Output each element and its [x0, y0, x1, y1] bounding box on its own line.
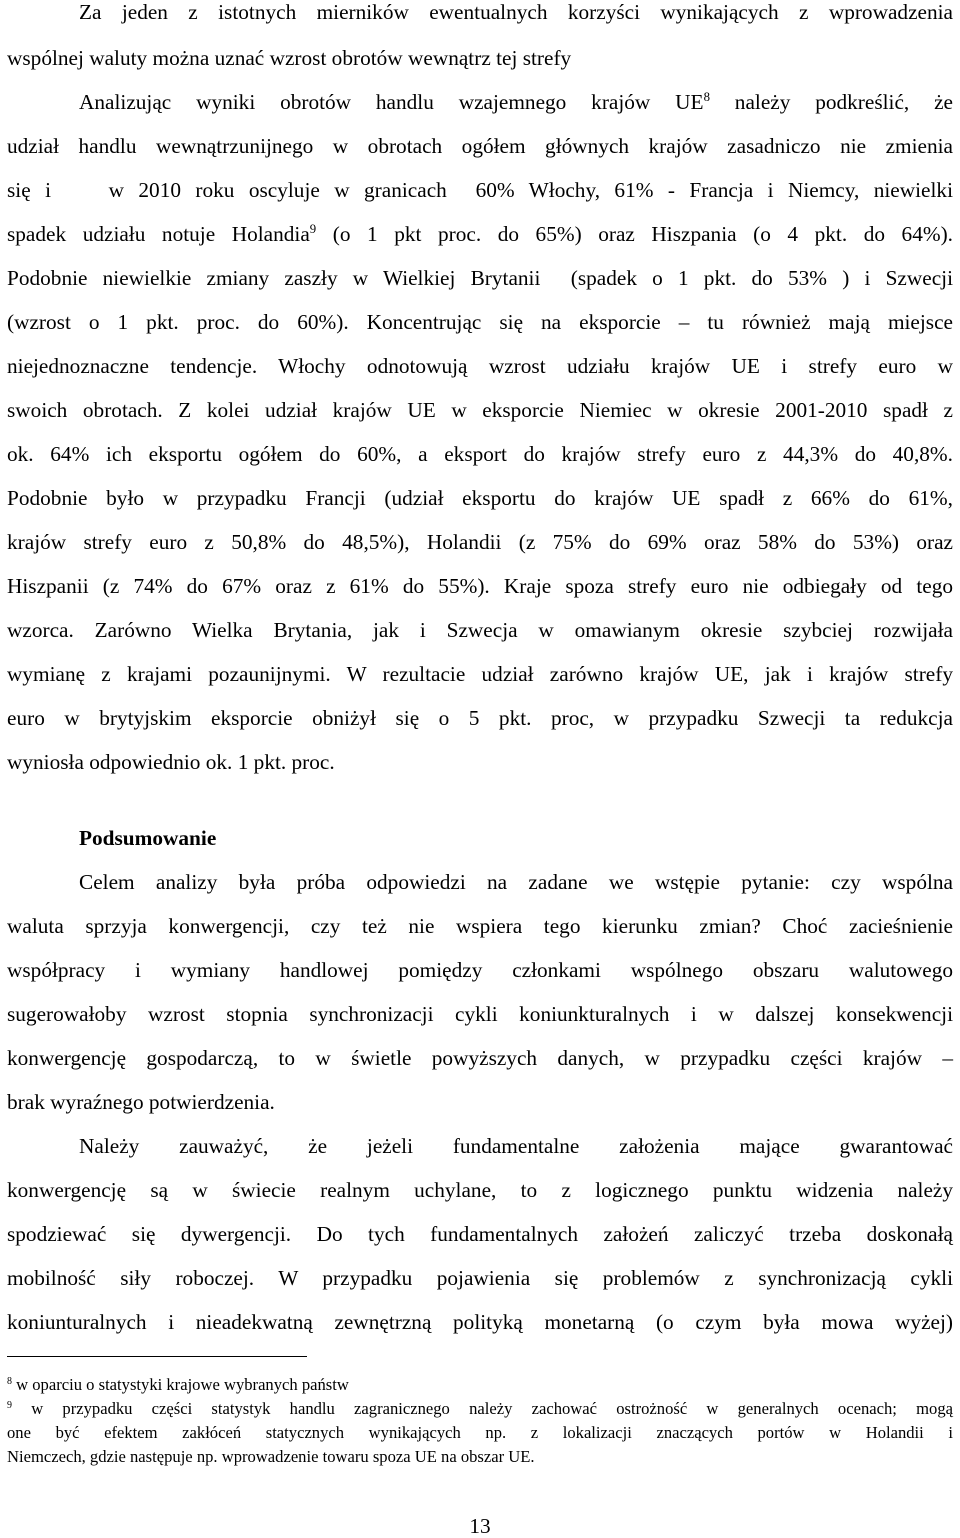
- text-segment: (o 1 pkt proc. do 65%) oraz Hiszpania (o 4 pkt. do 64%).: [316, 222, 954, 246]
- text-line: spodziewać się dywergencji. Do tych fundamentalnych założeń zaliczyć trzeba doskonałą: [7, 1222, 953, 1246]
- text-line: Hiszpanii (z 74% do 67% oraz z 61% do 55%). Kraje spoza strefy euro nie odbiegały od tego: [7, 574, 953, 598]
- footnote-text: one być efektem zakłóceń statycznych wynikających np. z lokalizacji znaczących portów w Holandii i: [7, 1423, 953, 1442]
- text-line: sugerowałoby wzrost stopnia synchronizacji cykli koniunkturalnych i w dalszej konsekwencji: [7, 1002, 953, 1026]
- text-line: udział handlu wewnątrzunijnego w obrotach ogółem głównych krajów zasadniczo nie zmienia: [7, 134, 953, 158]
- section-heading: Podsumowanie: [79, 826, 217, 850]
- text-line: konwergencję są w świecie realnym uchylane, to z logicznego punktu widzenia należy: [7, 1178, 953, 1202]
- text-line: wspólnej waluty można uznać wzrost obrotów wewnątrz tej strefy: [7, 46, 572, 70]
- text-line: współpracy i wymiany handlowej pomiędzy członkami wspólnego obszaru walutowego: [7, 958, 953, 982]
- text-line: ok. 64% ich eksportu ogółem do 60%, a eksport do krajów strefy euro z 44,3% do 40,8%.: [7, 442, 953, 466]
- text-line: wzorca. Zarówno Wielka Brytania, jak i Szwecja w omawianym okresie szybciej rozwijała: [7, 618, 953, 642]
- text-line: euro w brytyjskim eksporcie obniżył się o 5 pkt. proc, w przypadku Szwecji ta redukcja: [7, 706, 953, 730]
- text-line: wyniosła odpowiednio ok. 1 pkt. proc.: [7, 750, 335, 774]
- text-line: krajów strefy euro z 50,8% do 48,5%), Holandii (z 75% do 69% oraz 58% do 53%) oraz: [7, 530, 953, 554]
- text-line: Należy zauważyć, że jeżeli fundamentalne założenia mające gwarantować: [79, 1134, 953, 1158]
- footnote-line: [7, 1425, 953, 1442]
- text-segment: spadek udziału notuje Holandia: [7, 222, 310, 246]
- footnote-marker: 9: [7, 1399, 12, 1411]
- text-line: Za jeden z istotnych mierników ewentualnych korzyści wynikających z wprowadzenia: [79, 0, 953, 24]
- text-line: się i w 2010 roku oscyluje w granicach 60% Włochy, 61% - Francja i Niemcy, niewielki: [7, 178, 953, 202]
- footnote-text: Niemczech, gdzie następuje np. wprowadzenie towaru spoza UE na obszar UE.: [7, 1447, 535, 1466]
- text-segment: Analizując wyniki obrotów handlu wzajemnego krajów UE: [79, 90, 704, 114]
- text-line: (wzrost o 1 pkt. proc. do 60%). Koncentrując się na eksporcie – tu również mają miejsce: [7, 310, 953, 334]
- footnote-line: [7, 1401, 953, 1418]
- page-number: 13: [469, 1514, 491, 1538]
- text-line: koniunturalnych i nieadekwatną zewnętrzną polityką monetarną (o czym była mowa wyżej): [7, 1310, 953, 1334]
- text-line: mobilność siły roboczej. W przypadku pojawienia się problemów z synchronizacją cykli: [7, 1266, 953, 1290]
- text-line: brak wyraźnego potwierdzenia.: [7, 1090, 275, 1114]
- text-line: [79, 89, 953, 114]
- footnote-ref[interactable]: 8: [703, 89, 710, 104]
- text-line: Podobnie niewielkie zmiany zaszły w Wielkiej Brytanii (spadek o 1 pkt. do 53% ) i Szwecji: [7, 266, 953, 290]
- text-segment: należy podkreślić, że: [709, 90, 953, 114]
- footnote-text: w przypadku części statystyk handlu zagranicznego należy zachować ostrożność w generalnych ocenach; mogą: [11, 1399, 953, 1418]
- text-line: konwergencję gospodarczą, to w świetle powyższych danych, w przypadku części krajów –: [7, 1046, 953, 1070]
- text-line: waluta sprzyja konwergencji, czy też nie wspiera tego kierunku zmian? Choć zacieśnienie: [7, 914, 953, 938]
- text-line: Celem analizy była próba odpowiedzi na zadane we wstępie pytanie: czy wspólna: [79, 870, 953, 894]
- text-line: [7, 221, 954, 246]
- footnote-separator: [7, 1356, 307, 1357]
- footnote-line: [7, 1377, 953, 1394]
- text-line: Podobnie było w przypadku Francji (udział eksportu do krajów UE spadł z 66% do 61%,: [7, 486, 953, 510]
- footnote-ref[interactable]: 9: [309, 221, 317, 236]
- text-line: niejednoznaczne tendencje. Włochy odnotowują wzrost udziału krajów UE i strefy euro w: [7, 354, 953, 378]
- footnote-text: w oparciu o statystyki krajowe wybranych państw: [11, 1375, 349, 1394]
- footnote-line: [7, 1449, 953, 1466]
- text-line: swoich obrotach. Z kolei udział krajów UE w eksporcie Niemiec w okresie 2001-2010 spadł z: [7, 398, 953, 422]
- footnote-marker: 8: [7, 1375, 12, 1387]
- text-line: wymianę z krajami pozaunijnymi. W rezultacie udział zarówno krajów UE, jak i krajów strefy: [7, 662, 953, 686]
